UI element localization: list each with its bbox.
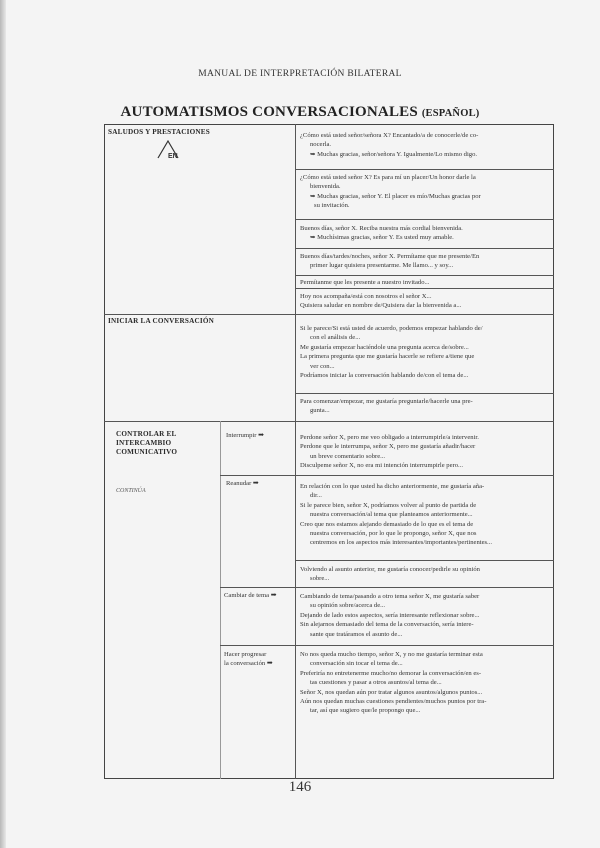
divider-saludos-iniciar — [104, 314, 554, 315]
phrase-line: primer lugar quisiera presentarme. Me llamo... y soy... — [310, 262, 454, 270]
phrase-line: tas cuestiones y pasar a otros asuntos/al tema de... — [310, 679, 442, 687]
phrase-line: ➥ Muchas gracias, señor/señora Y. Igualmente/Lo mismo digo. — [310, 150, 478, 158]
iniciar-group-1 — [300, 324, 552, 380]
phrase-line: centremos en los aspectos más interesantes/importantes/pertinentes... — [310, 539, 493, 547]
sub-label-reanudar — [226, 479, 259, 488]
label-text: Reanudar — [226, 480, 252, 487]
phrase-line: ¿Cómo está usted señor/señora X? Encantado/a de conocerle/de co- — [300, 132, 479, 139]
label-text: Cambiar de tema — [224, 592, 270, 599]
group-divider — [295, 219, 554, 220]
phrase-line: Me gustaría empezar haciéndole una pregunta acerca de/sobre... — [300, 343, 469, 351]
phrase-line: Permítanme que les presente a nuestro invitado... — [300, 279, 430, 286]
running-header: MANUAL DE INTERPRETACIÓN BILATERAL — [198, 69, 402, 79]
phrase-line: Creo que nos estamos alejando demasiado de lo que es el tema de — [300, 520, 474, 528]
label-text: CONTROLAR EL — [116, 430, 177, 438]
phrase-line: Si le parece/Si está usted de acuerdo, podemos empezar hablando de/ — [300, 325, 483, 332]
iniciar-group-2 — [300, 397, 552, 416]
section-label-controlar — [116, 430, 177, 457]
phrase-line: Aún nos quedan muchas cuestiones pendientes/muchos puntos por tra- — [300, 698, 487, 706]
saludos-group-3 — [300, 224, 552, 243]
en-mark-label: EN — [168, 153, 178, 160]
group-divider — [295, 393, 554, 394]
phrase-line: Buenos días, señor X. Reciba nuestra más cordial bienvenida. — [300, 225, 463, 232]
arrow-right-icon: ➡ — [258, 431, 264, 439]
phrase-line: conversación sin tocar el tema de... — [310, 660, 403, 668]
label-text: Interrumpir — [226, 432, 257, 439]
phrase-line: Buenos días/tardes/noches, señor X. Permítame que me presente/En — [300, 253, 480, 260]
phrase-line: Si le parece bien, señor X, podríamos volver al punto de partida de — [300, 501, 477, 509]
saludos-group-2 — [300, 173, 552, 211]
continua-note: CONTINÚA — [116, 488, 146, 494]
phrase-line: ➥ Muchas gracias, señor Y. El placer es mío/Muchas gracias por — [310, 192, 481, 200]
sub-label-cambiar-tema — [224, 591, 277, 600]
phrase-line: nocerla. — [310, 141, 332, 149]
label-text: COMUNICATIVO — [116, 448, 178, 456]
phrase-line: dir... — [310, 492, 322, 500]
phrase-line: Preferiría no entretenerme mucho/no demorar la conversación/en es- — [300, 669, 482, 677]
phrase-line: ➥ Muchísimas gracias, señor Y. Es usted muy amable. — [310, 234, 454, 242]
column-divider — [295, 124, 296, 779]
phrase-line: bienvenida. — [310, 183, 341, 191]
label-text: INTERCAMBIO — [116, 439, 172, 447]
phrase-line: No nos queda mucho tiempo, señor X, y no me gustaría terminar esta — [300, 651, 483, 658]
phrase-line: tar, así que sugiero que/le propongo que... — [310, 707, 421, 715]
reanudar-group-1 — [300, 482, 552, 548]
phrase-line: Cambiando de tema/pasando a otro tema señor X, me gustaría saber — [300, 593, 480, 600]
label-text: Hacer progresar — [224, 651, 267, 658]
phrase-line: Disculpeme señor X, no era mi intención interrumpirle pero... — [300, 462, 463, 470]
phrase-line: ver con... — [310, 362, 335, 370]
hacer-progresar-group-1 — [300, 650, 552, 716]
saludos-group-1 — [300, 131, 552, 159]
phrase-line: con el análisis de... — [310, 334, 361, 342]
cambiar-tema-group-1 — [300, 592, 552, 639]
section-label-saludos: SALUDOS Y PRESTACIONES — [108, 128, 210, 136]
group-divider — [220, 475, 554, 476]
section-label-iniciar: INICIAR LA CONVERSACIÓN — [108, 317, 215, 325]
phrase-line: Señor X, nos quedan aún por tratar algunos asuntos/algunos puntos... — [300, 688, 483, 696]
arrow-right-icon: ➡ — [266, 659, 273, 667]
title-main: AUTOMATISMOS CONVERSACIONALES — [120, 104, 418, 120]
divider-iniciar-controlar — [104, 421, 554, 422]
phrase-line: un breve comentario sobre... — [310, 452, 386, 460]
phrase-line: su invitación. — [314, 202, 350, 210]
phrase-line: nuestra conversación, por lo que le propongo, señor X, que nos — [310, 530, 477, 538]
phrase-line: Dejando de lado estos aspectos, sería interesante reflexionar sobre... — [300, 611, 480, 619]
group-divider — [220, 587, 554, 588]
phrase-line: Quisiera saludar en nombre de/Quisiera dar la bienvenida a... — [300, 302, 462, 310]
phrase-line: su opinión sobre/acerca de... — [310, 602, 386, 610]
phrase-line: Perdone que le interrumpa, señor X, pero me gustaría añadir/hacer — [300, 443, 476, 451]
sub-label-hacer-progresar — [224, 650, 273, 668]
phrase-line: Hoy nos acompaña/está con nosotros el señor X... — [300, 293, 432, 300]
saludos-group-4 — [300, 252, 552, 271]
phrase-line: Podríamos iniciar la conversación hablando de/con el tema de... — [300, 372, 469, 380]
group-divider — [295, 288, 554, 289]
page-number: 146 — [288, 779, 312, 795]
phrase-line: En relación con lo que usted ha dicho anteriormente, me gustaría aña- — [300, 483, 485, 490]
phrase-line: Perdone señor X, pero me veo obligado a interrumpirle/a intervenir. — [300, 434, 479, 441]
phrase-line: Volviendo al asunto anterior, me gustaría conocer/pedirle su opinión — [300, 566, 480, 573]
group-divider — [295, 275, 554, 276]
group-divider — [220, 645, 554, 646]
saludos-group-6 — [300, 292, 552, 311]
group-divider — [295, 169, 554, 170]
phrase-line: Sin alejarnos demasiado del tema de la conversación, sería intere- — [300, 621, 474, 629]
phrase-line: ¿Cómo está usted señor X? Es para mí un placer/Un honor darle la — [300, 174, 476, 181]
arrow-right-icon: ➡ — [252, 479, 259, 487]
phrase-line: sobre... — [310, 575, 330, 583]
reanudar-group-2 — [300, 565, 552, 584]
title-sub: (ESPAÑOL) — [421, 108, 480, 119]
phrase-line: sante que tratáramos el asunto de... — [310, 630, 403, 638]
arrow-right-icon: ➡ — [270, 591, 277, 599]
sub-label-interrumpir — [226, 431, 264, 440]
saludos-group-5 — [300, 278, 552, 287]
scan-left-edge — [0, 0, 6, 848]
page-title — [0, 104, 600, 121]
group-divider — [295, 248, 554, 249]
phrase-line: nuestra conversación/al tema que planteamos anteriormente... — [310, 511, 473, 519]
phrase-line: La primera pregunta que me gustaría hacerle se refiere a/tiene que — [300, 353, 475, 361]
group-divider — [295, 560, 554, 561]
phrase-line: gunta... — [310, 407, 330, 415]
phrase-line: Para comenzar/empezar, me gustaría preguntarle/hacerle una pre- — [300, 398, 473, 405]
label-text: la conversación — [224, 660, 266, 667]
interrumpir-group-1 — [300, 433, 552, 471]
